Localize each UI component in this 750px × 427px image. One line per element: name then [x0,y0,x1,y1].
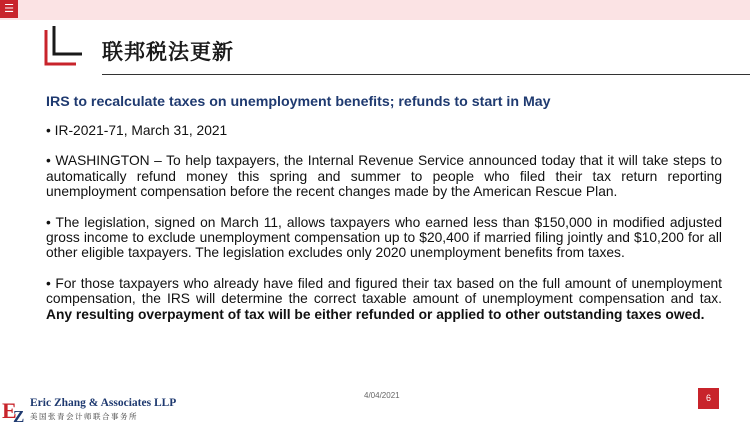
bullet-text: • For those taxpayers who already have filed and figured their tax based on the full amount of unemployment compensation, the IRS will determine the correct taxable amount of unemployment compensation and tax. [46,275,722,307]
brand-logo [2,395,177,425]
brand-name: Eric Zhang & Associates LLP [30,397,177,409]
svg-text:E: E [2,398,17,423]
page-title: 联邦税法更新 [102,40,234,64]
bullet-text: • WASHINGTON – To help taxpayers, the Internal Revenue Service announced today that it will take steps to automatically refund money this spring and summer to people who filed their tax return reporting unemployment compensation before the recent changes made by the American Rescue Plan. [46,153,722,200]
bullet-text: • IR-2021-71, March 31, 2021 [46,123,228,138]
footer-date: 4/04/2021 [364,391,400,400]
top-band [0,0,750,20]
slide-content [46,94,722,337]
svg-text:Z: Z [13,407,25,423]
bullet-text: • The legislation, signed on March 11, allows taxpayers who earned less than $150,000 in modified adjusted gross income to exclude unemployment compensation up to $20,400 if married filing jointly and $10,200 for all other eligible taxpayers. The legislation excludes only 2020 unemployment benefits from taxes. [46,214,722,261]
bullet-item [46,153,722,199]
bullet-item [46,215,722,261]
bullet-item [46,123,722,138]
page-number: 6 [698,388,719,409]
bullet-item [46,276,722,322]
headline: IRS to recalculate taxes on unemployment benefits; refunds to start in May [46,94,551,110]
header-divider [102,74,750,75]
ez-logo-icon [2,397,28,423]
menu-button[interactable] [0,0,18,18]
brand-subtitle: 美国张青会计师联合事务所 [30,412,138,421]
bracket-logo-icon [38,24,84,70]
bullet-emphasis: Any resulting overpayment of tax will be either refunded or applied to other outstanding taxes owed. [46,306,705,322]
hamburger-icon: ☰ [4,2,14,15]
